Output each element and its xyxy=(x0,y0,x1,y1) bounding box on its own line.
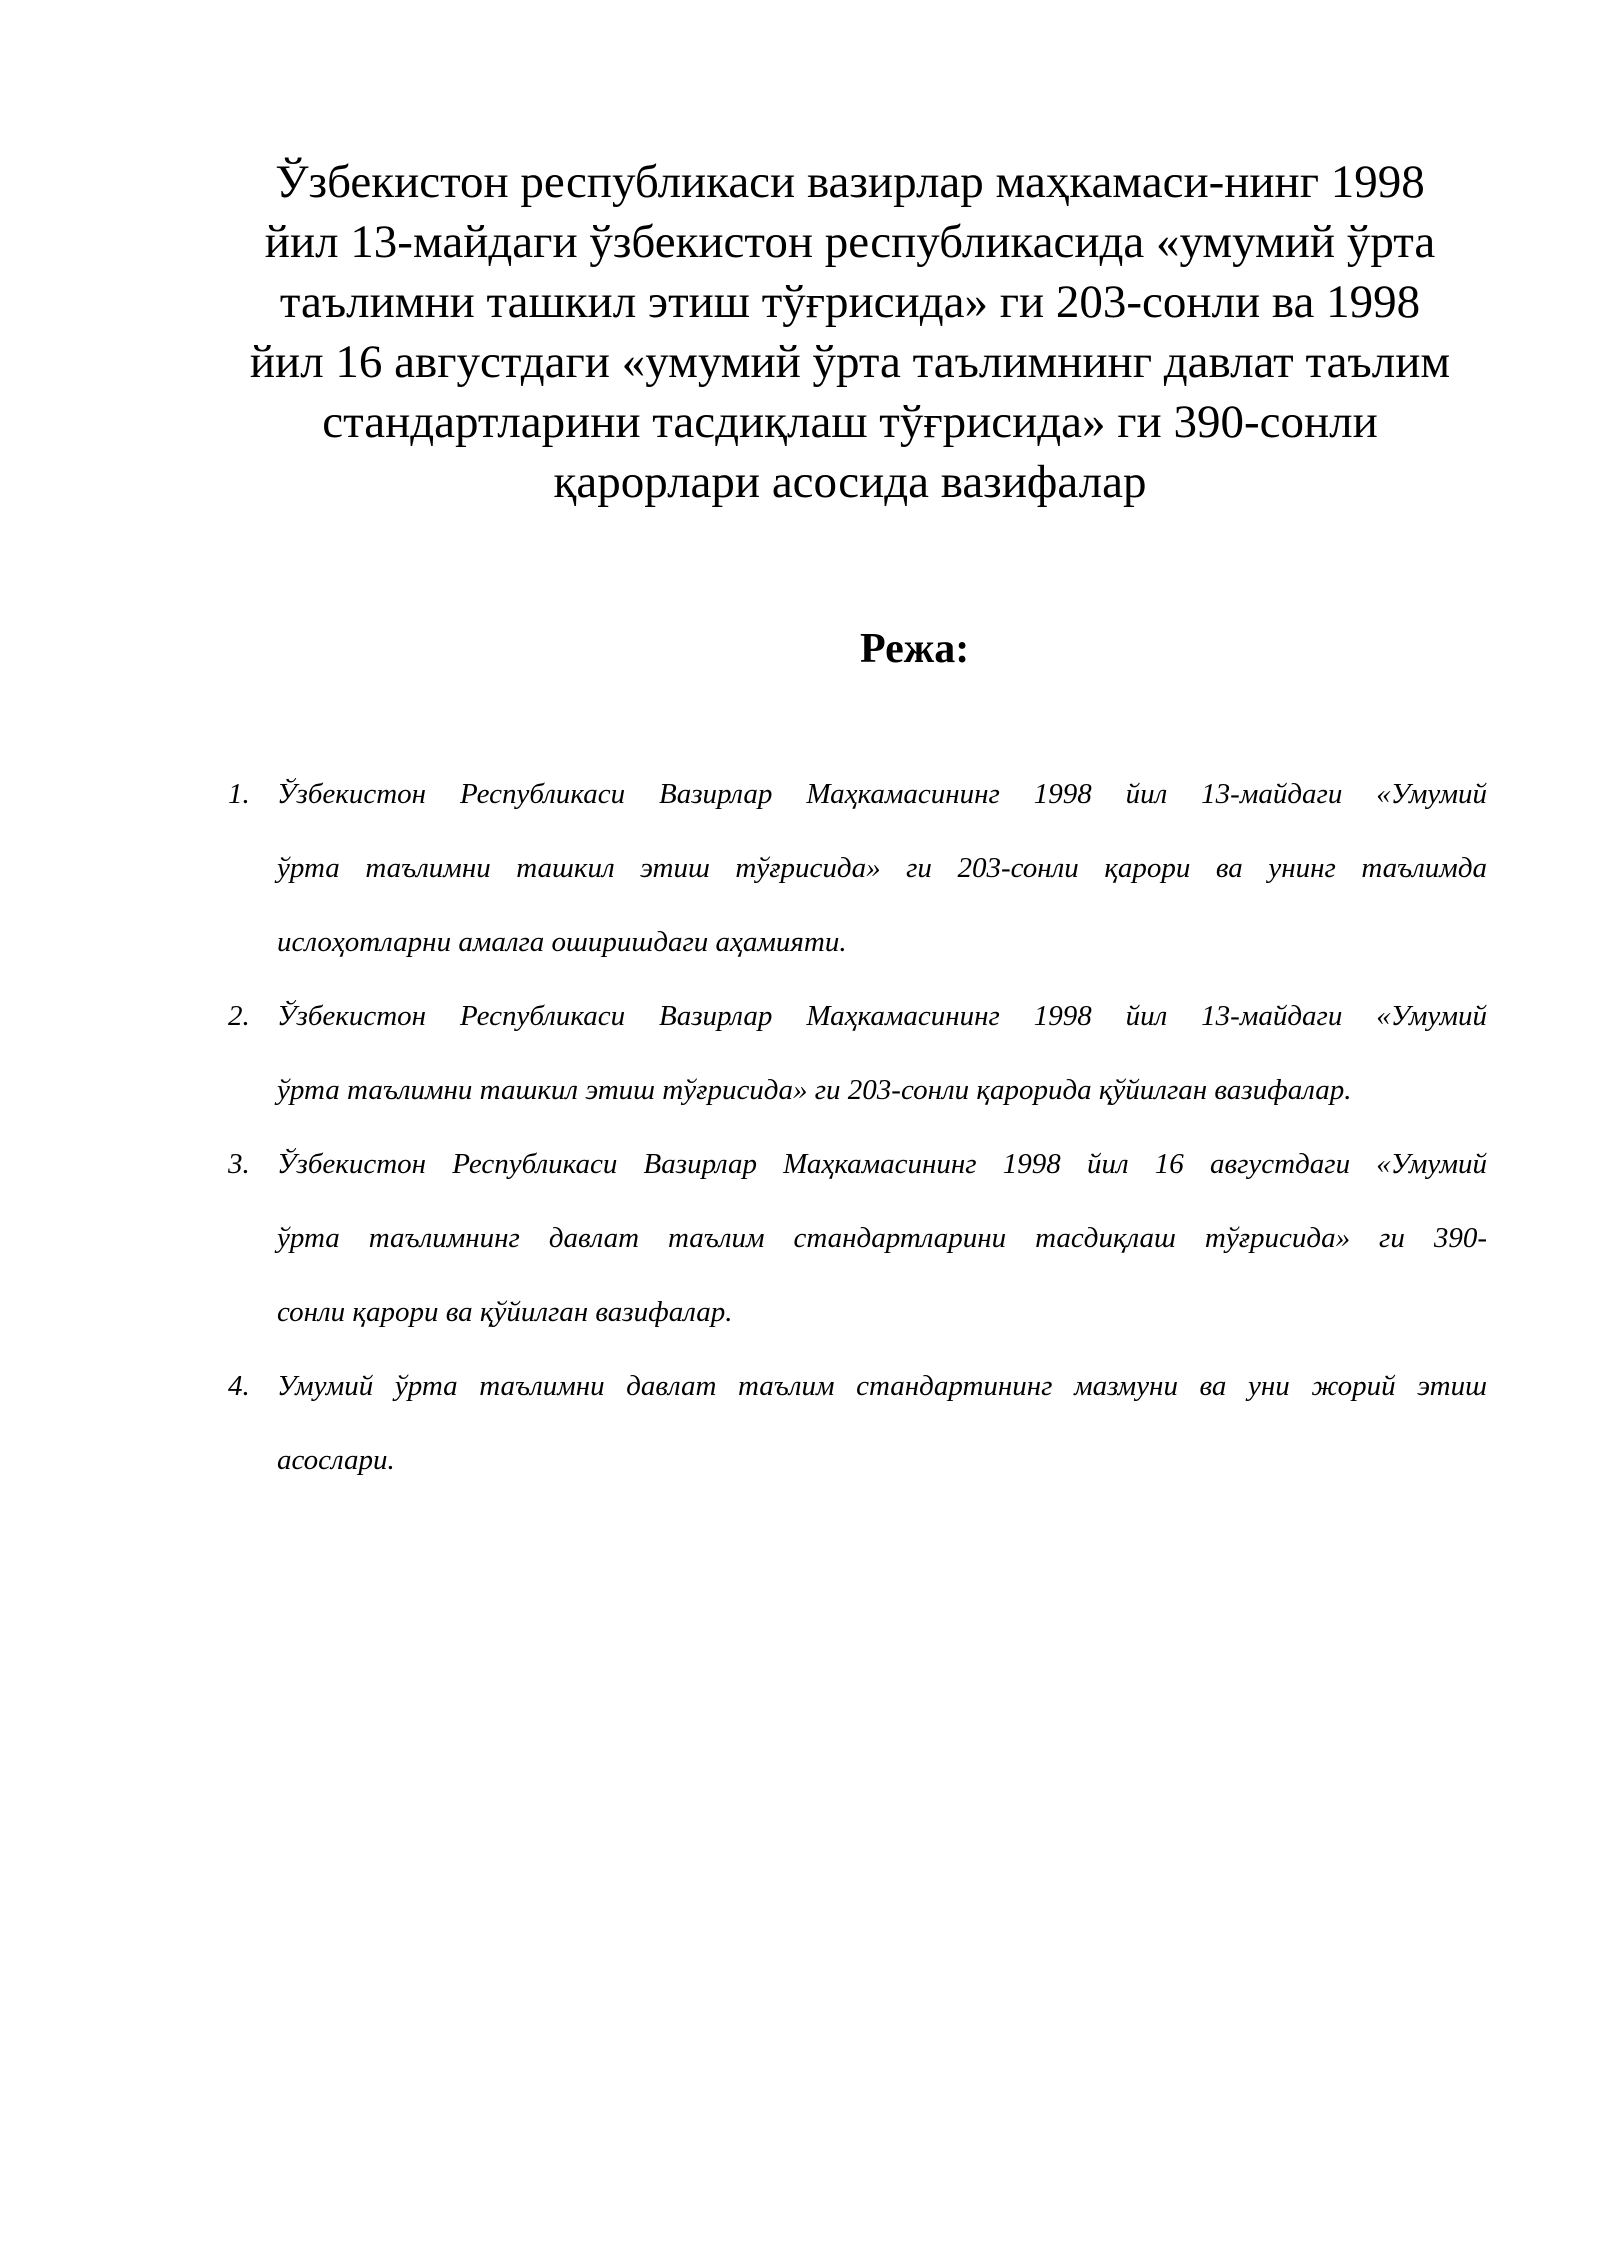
title-line: қарорлари асосида вазифалар xyxy=(553,456,1147,508)
plan-item-number: 1. xyxy=(228,778,250,810)
title-line: таълимни ташкил этиш тўғрисида» ги 203-сонли ва 1998 xyxy=(279,276,1421,328)
plan-item-line: ўрта таълимнинг давлат таълим стандартларини тасдиқлаш тўғрисида» ги 390- xyxy=(277,1222,1487,1254)
plan-item-number: 4. xyxy=(228,1370,250,1402)
plan-item-line: ўрта таълимни ташкил этиш тўғрисида» ги 203-сонли қарори ва унинг таълимда xyxy=(277,852,1487,884)
document-title xyxy=(225,152,1475,512)
plan-item-line: ислоҳотларни амалга оширишдаги аҳамияти. xyxy=(277,926,847,958)
title-line: йил 13-майдаги ўзбекистон республикасида «умумий ўрта xyxy=(264,216,1436,268)
plan-heading: Режа: xyxy=(860,626,970,672)
title-line: йил 16 августдаги «умумий ўрта таълимнинг давлат таълим xyxy=(249,336,1451,388)
plan-item-line: асослари. xyxy=(277,1444,395,1476)
plan-item-line: Ўзбекистон Республикаси Вазирлар Маҳкамасининг 1998 йил 13-майдаги «Умумий xyxy=(277,1000,1487,1032)
title-line: Ўзбекистон республикаси вазирлар маҳкамаси-нинг 1998 xyxy=(275,156,1425,208)
plan-item-line: Умумий ўрта таълимни давлат таълим стандартининг мазмуни ва уни жорий этиш xyxy=(277,1370,1487,1402)
plan-item-line: Ўзбекистон Республикаси Вазирлар Маҳкамасининг 1998 йил 16 августдаги «Умумий xyxy=(277,1148,1487,1180)
title-line: стандартларини тасдиқлаш тўғрисида» ги 390-сонли xyxy=(322,396,1378,448)
plan-item-line: ўрта таълимни ташкил этиш тўғрисида» ги 203-сонли қарорида қўйилган вазифалар. xyxy=(277,1074,1352,1106)
plan-item-number: 3. xyxy=(228,1148,250,1180)
plan-item-line: сонли қарори ва қўйилган вазифалар. xyxy=(277,1296,733,1328)
plan-item-line: Ўзбекистон Республикаси Вазирлар Маҳкамасининг 1998 йил 13-майдаги «Умумий xyxy=(277,778,1487,810)
plan-item-number: 2. xyxy=(228,1000,250,1032)
